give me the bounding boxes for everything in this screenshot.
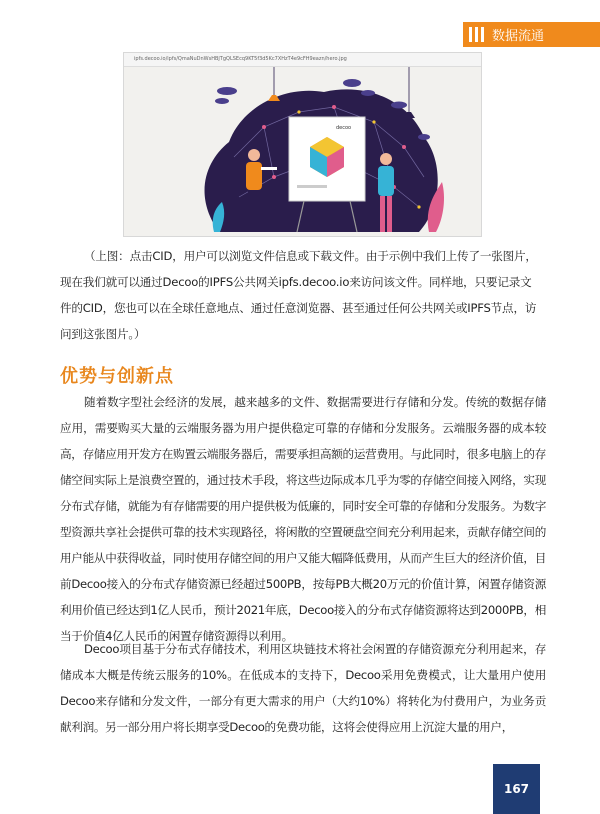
figure-caption: （上图：点击CID，用户可以浏览文件信息或下载文件。由于示例中我们上传了一张图片，现在我们就可以通过Decoo的IPFS公共网关ipfs.decoo.io来访问该文件。同样地，只要记录文件的CID，您也可以在全球任意地点、通过任意浏览器、甚至通过任何公共网关或IPFS节点，访问到这张图片。）	[60, 249, 537, 341]
browser-url-bar: ipfs.decoo.io/ipfs/QmaNuDnWsHBjTgQLSEcq9KT5f3d5Kc7XHzT4e9cFH9eazn/hero.jpg	[124, 53, 481, 67]
hex-label: decoo	[336, 125, 352, 131]
section-header-tab	[463, 22, 600, 47]
page-number: 167	[493, 764, 540, 814]
body-paragraph-1: 随着数字型社会经济的发展，越来越多的文件、数据需要进行存储和分发。传统的数据存储应用，需要购买大量的云端服务器为用户提供稳定可靠的存储和分发服务。云端服务器的成本较高，存储应用开发方在购置云端服务器后，需要承担高额的运营费用。与此同时，很多电脑上的存储空间实际上是浪费空置的，通过技术手段，将这些边际成本几乎为零的存储空间接入网络，实现分布式存储，就能为有存储需要的用户提供极为低廉的，同时安全可靠的存储和分发服务。为数字型资源共享社会提供可靠的技术实现路径，将闲散的空置硬盘空间充分利用起来，贡献存储空间的用户能从中获得收益，同时使用存储空间的用户又能大幅降低费用，从而产生巨大的经济价值，目前Decoo接入的分布式存储资源已经超过500PB，按每PB大概20万元的价值计算，闲置存储资源利用价值已经达到1亿人民币，预计2021年底，Decoo接入的分布式存储资源将达到2000PB，相当于价值4亿人民币的闲置存储资源得以利用。	[60, 395, 546, 643]
body-paragraph-2: Decoo项目基于分布式存储技术，利用区块链技术将社会闲置的存储资源充分利用起来，存储成本大概是传统云服务的10%。在低成本的支持下，Decoo采用免费模式，让大量用户使用Decoo来存储和分发文件，一部分有更大需求的用户（大约10%）将转化为付费用户，为业务贡献利润。另一部分用户将长期享受Decoo的免费功能，这将会使得应用上沉淀大量的用户，	[60, 642, 546, 734]
browser-screenshot-image	[123, 52, 482, 237]
section-title: 优势与创新点	[60, 366, 174, 387]
header-bars-icon	[469, 27, 484, 42]
section-header-title: 数据流通	[492, 29, 545, 44]
ipfs-illustration	[124, 67, 481, 237]
